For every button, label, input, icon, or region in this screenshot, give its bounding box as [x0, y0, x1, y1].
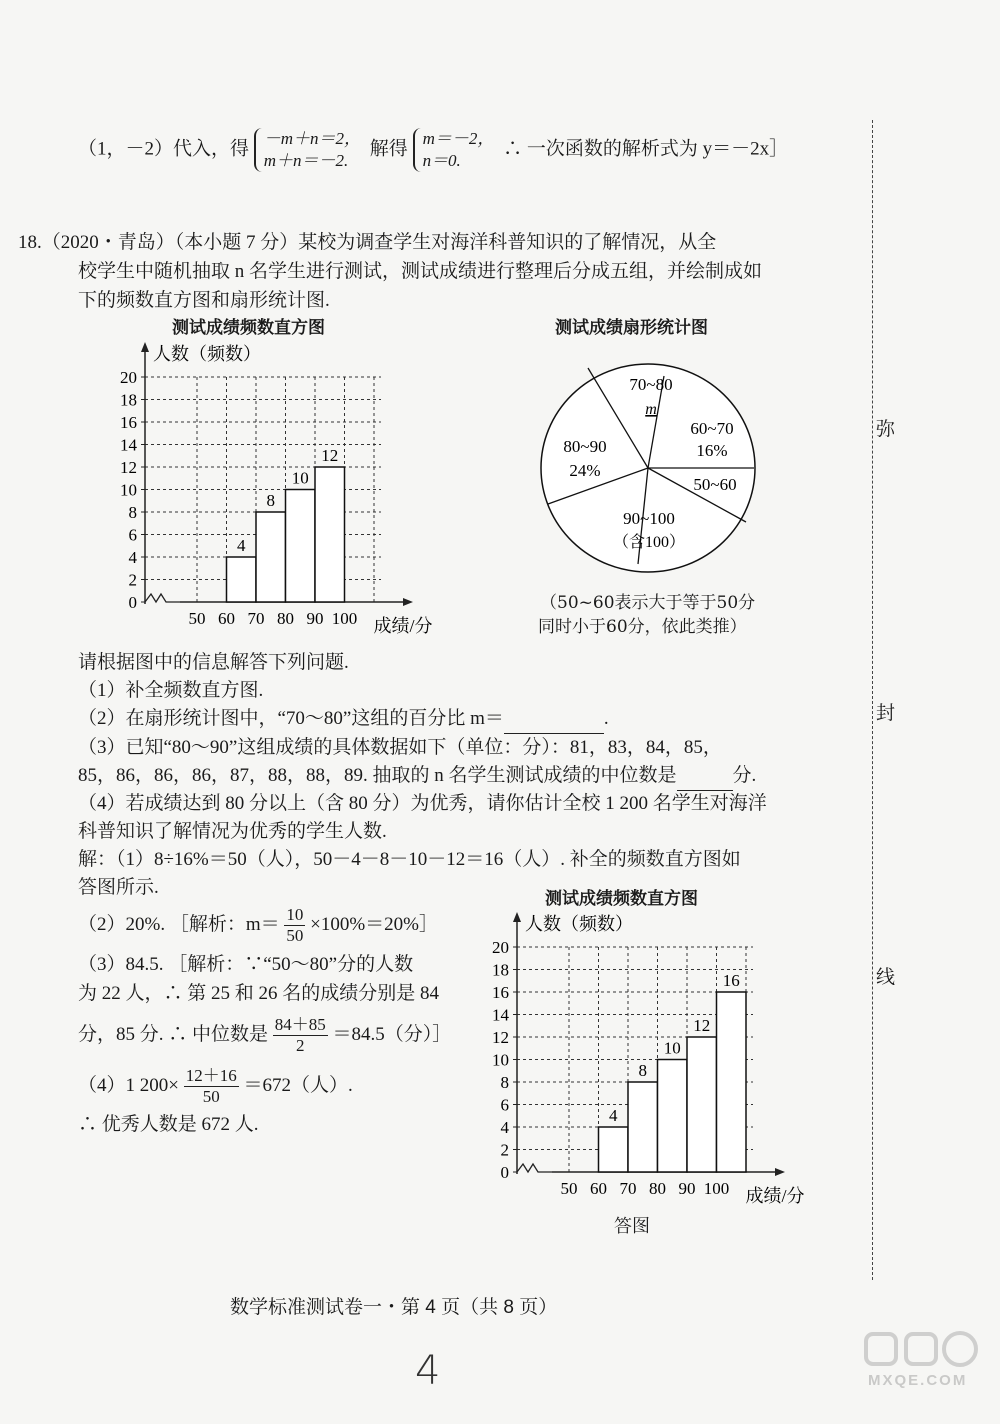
y-tick-label: 6	[500, 1095, 509, 1115]
y-tick-label: 8	[500, 1073, 509, 1092]
answer-3-text: 分，85 分. ∴ 中位数是	[78, 1023, 269, 1045]
bar-value-label: 16	[722, 971, 740, 990]
y-axis-arrow	[141, 342, 149, 352]
answer-3-line-3	[78, 1015, 451, 1056]
y-tick-label: 10	[492, 1050, 509, 1070]
bar-value-label: 10	[291, 468, 309, 488]
x-axis-arrow	[775, 1168, 785, 1176]
answer-1-line-2: 答图所示.	[78, 877, 159, 898]
answer-histogram-title: 测试成绩频数直方图	[545, 889, 698, 909]
pie-note-1: （50~60表示大于等于50分	[540, 593, 756, 613]
solution-1: m＝－2，	[422, 129, 495, 148]
y-axis-label: 人数（频数）	[525, 914, 633, 934]
question-part-3-end: 分.	[732, 765, 757, 786]
x-tick-label: 80	[277, 609, 294, 628]
watermark-text: MXQE.COM	[868, 1372, 968, 1389]
question-part-4-line-1: （4）若成绩达到 80 分以上（含 80 分）为优秀，请你估计全校 1 200 名学生对海洋	[78, 793, 767, 814]
equation-2: m＋n＝－2.	[263, 151, 349, 170]
y-tick-label: 14	[492, 1005, 509, 1025]
histogram-chart	[110, 340, 450, 640]
pie-slice-range: 90~100	[623, 509, 675, 528]
y-tick-label: 0	[128, 593, 137, 612]
y-tick-label: 8	[128, 503, 137, 522]
answer-4	[78, 1066, 353, 1107]
question-part-2-text: （2）在扇形统计图中，“70～80”这组的百分比 m＝	[78, 708, 504, 729]
x-tick-label: 90	[678, 1179, 696, 1198]
fraction-denominator: 50	[286, 926, 304, 945]
pie-title: 测试成绩扇形统计图	[555, 318, 708, 338]
answer-3-line-2: 为 22 人，∴ 第 25 和 26 名的成绩分别是 84	[78, 983, 440, 1004]
bar	[227, 557, 257, 602]
bar	[315, 467, 345, 602]
answer-3-line-1: （3）84.5. ［解析：∵“50～80”分的人数	[78, 954, 414, 975]
question-part-4-line-2: 科普知识了解情况为优秀的学生人数.	[78, 821, 387, 842]
pie-slice-label: （含100）	[612, 534, 686, 551]
y-tick-label: 2	[128, 570, 137, 590]
pie-note-2: 同时小于60分，依此类推）	[538, 617, 747, 637]
answer-2-end: ×100%＝20%］	[310, 913, 438, 935]
solve-word: 解得	[369, 138, 408, 160]
fraction-numerator: 12＋16	[185, 1066, 237, 1085]
pie-slice-range: 60~70	[690, 419, 734, 438]
pie-slice-range: 70~80	[629, 375, 673, 394]
bar	[658, 1060, 688, 1173]
equation-1: －m＋n＝2，	[263, 129, 362, 148]
question-part-1: （1）补全频数直方图.	[78, 680, 264, 701]
answer-4-fraction	[184, 1066, 239, 1107]
pie-slice-range: 50~60	[693, 475, 737, 494]
pie-slice-label: 24%	[569, 461, 601, 480]
page-footer: 数学标准测试卷一・第 4 页（共 8 页）	[230, 1297, 558, 1318]
y-tick-label: 20	[120, 368, 137, 387]
y-tick-label: 16	[120, 413, 137, 432]
pie-slice-range: 80~90	[563, 437, 607, 456]
x-tick-label: 70	[619, 1179, 637, 1198]
answer-histogram-chart	[482, 910, 822, 1210]
y-axis-label: 人数（频数）	[153, 344, 261, 364]
question-prompt: 请根据图中的信息解答下列问题.	[78, 652, 349, 673]
bar	[687, 1037, 717, 1172]
fraction-denominator: 2	[296, 1036, 305, 1055]
x-tick-label: 90	[306, 609, 324, 628]
answer-2-fraction	[284, 905, 305, 946]
fraction-denominator: 50	[202, 1087, 220, 1106]
answer-4-end: ＝672（人）.	[243, 1074, 353, 1096]
x-axis-label: 成绩/分	[373, 616, 433, 636]
answer-2-text: （2）20%. ［解析：m＝	[78, 913, 280, 935]
answer-4-text: （4）1 200×	[78, 1074, 179, 1096]
x-tick-label: 100	[331, 609, 358, 628]
binding-char-1: 弥	[876, 418, 896, 440]
question-part-2	[78, 704, 609, 734]
fraction-numerator: 10	[286, 905, 304, 924]
binding-dashed-line	[872, 120, 873, 1280]
bar	[717, 992, 747, 1172]
y-tick-label: 4	[128, 548, 137, 567]
answer-figure-caption: 答图	[614, 1216, 650, 1237]
question-part-3-line-1: （3）已知“80～90”这组成绩的具体数据如下（单位：分）：81，83，84，85，	[78, 737, 722, 758]
solution-system	[413, 128, 499, 172]
pie-slice-label: 16%	[696, 441, 728, 460]
bar	[256, 512, 286, 602]
equation-system	[254, 128, 365, 172]
answer-blank-median[interactable]	[677, 766, 733, 791]
handwritten-page-number: 4	[415, 1348, 441, 1394]
y-tick-label: 20	[492, 938, 509, 957]
bar	[599, 1127, 629, 1172]
answer-blank-m[interactable]	[504, 709, 604, 734]
x-tick-label: 50	[188, 609, 206, 628]
y-tick-label: 6	[128, 525, 137, 545]
bar-value-label: 12	[693, 1016, 711, 1035]
bar-value-label: 8	[638, 1061, 647, 1080]
x-tick-label: 80	[649, 1179, 666, 1198]
y-axis-arrow	[513, 912, 521, 922]
bar-value-label: 12	[321, 446, 339, 465]
y-tick-label: 0	[500, 1163, 509, 1182]
pie-chart	[535, 356, 765, 580]
x-tick-label: 60	[590, 1179, 607, 1198]
solution-2: n＝0.	[422, 151, 461, 170]
prev-answer-prefix: （1，－2）代入，得	[78, 138, 250, 160]
question-part-3-line-2	[78, 761, 756, 791]
axis-break-mark	[517, 1164, 552, 1172]
x-axis-label: 成绩/分	[745, 1186, 805, 1206]
y-tick-label: 10	[120, 480, 137, 500]
bar-value-label: 8	[266, 491, 275, 510]
answer-3-fraction	[273, 1015, 328, 1056]
question-line-1: 18.（2020・青岛）（本小题 7 分）某校为调查学生对海洋科普知识的了解情况，从全	[18, 232, 717, 253]
binding-char-3: 线	[876, 966, 896, 988]
binding-char-2: 封	[876, 702, 896, 724]
y-tick-label: 18	[120, 390, 137, 410]
answer-1-line-1: 解：（1）8÷16%＝50（人），50－4－8－10－12＝16（人）. 补全的频数直方图如	[78, 849, 741, 870]
histogram-title: 测试成绩频数直方图	[172, 318, 325, 338]
bar-value-label: 4	[609, 1106, 618, 1125]
watermark-logo	[862, 1330, 980, 1394]
prev-answer-conclusion: ∴ 一次函数的解析式为 y＝－2x］	[503, 138, 789, 160]
question-line-3: 下的频数直方图和扇形统计图.	[78, 290, 330, 311]
prev-answer-line	[78, 128, 788, 172]
answer-3-end: ＝84.5（分）］	[332, 1023, 452, 1045]
answer-final: ∴ 优秀人数是 672 人.	[78, 1114, 259, 1135]
x-tick-label: 50	[560, 1179, 578, 1198]
x-axis-arrow	[403, 598, 413, 606]
y-tick-label: 18	[492, 960, 509, 980]
question-part-3-text: 85，86，86，86，87，88，88，89. 抽取的 n 名学生测试成绩的中位数是	[78, 765, 677, 786]
x-tick-label: 60	[218, 609, 235, 628]
bar	[628, 1082, 658, 1172]
y-tick-label: 2	[500, 1140, 509, 1160]
y-tick-label: 16	[492, 983, 509, 1002]
bar-value-label: 10	[663, 1038, 681, 1058]
y-tick-label: 12	[120, 458, 137, 477]
y-tick-label: 4	[500, 1118, 509, 1137]
y-tick-label: 14	[120, 435, 137, 455]
bar	[286, 490, 316, 603]
answer-2	[78, 905, 438, 946]
y-tick-label: 12	[492, 1028, 509, 1047]
x-tick-label: 100	[703, 1179, 730, 1198]
x-tick-label: 70	[247, 609, 265, 628]
question-part-2-end: .	[603, 708, 609, 729]
axis-break-mark	[145, 594, 180, 602]
pie-slice-label: m	[645, 401, 657, 418]
bar-value-label: 4	[237, 536, 246, 555]
fraction-numerator: 84＋85	[274, 1015, 326, 1034]
question-line-2: 校学生中随机抽取 n 名学生进行测试，测试成绩进行整理后分成五组，并绘制成如	[78, 261, 763, 282]
